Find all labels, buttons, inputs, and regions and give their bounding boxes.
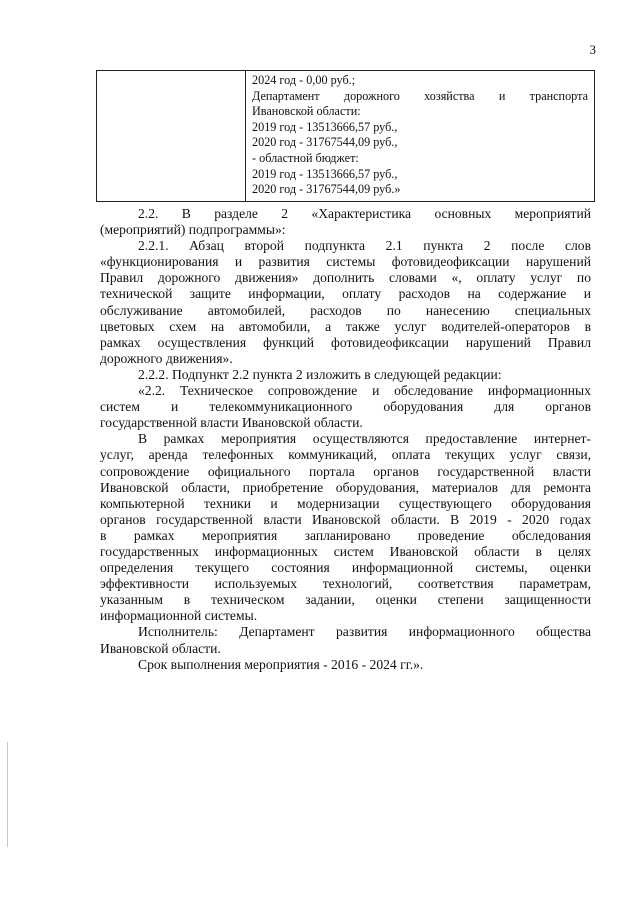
text-line: «функционирования и развития системы фотовидеофиксации нарушений xyxy=(100,254,591,270)
funding-line: 2019 год - 13513666,57 руб., xyxy=(252,119,398,134)
scan-margin-line xyxy=(7,742,8,847)
text-line: Срок выполнения мероприятия - 2016 - 2024 гг.». xyxy=(138,656,424,672)
table-row xyxy=(97,71,595,202)
funding-line: Департамент дорожного хозяйства и транспорта xyxy=(252,88,588,103)
page-number: 3 xyxy=(589,42,596,57)
text-line: Ивановской области. xyxy=(100,640,221,656)
paragraph-2-2-2 xyxy=(100,367,591,383)
budget-table xyxy=(96,70,595,202)
text-line: эффективности используемых технологий, соответствия параметрам, xyxy=(100,576,591,592)
text-line: сопровождение официального портала органов государственной власти xyxy=(100,463,591,479)
text-line: технической защите информации, оплату расходов на содержание и xyxy=(100,286,591,302)
document-body xyxy=(100,206,591,673)
paragraph-section-2-2 xyxy=(100,206,591,238)
funding-line: 2020 год - 31767544,09 руб.» xyxy=(252,182,401,197)
text-line: 2.2. В разделе 2 «Характеристика основных мероприятий xyxy=(138,206,591,221)
text-line: указанным в техническом задании, оценки степени защищенности xyxy=(100,592,591,608)
text-line: определения текущего состояния информационной системы, оценки xyxy=(100,560,591,576)
paragraph-2-2-1 xyxy=(100,238,591,367)
text-line: в рамках мероприятия запланировано проведение обследования xyxy=(100,527,591,543)
funding-line: 2024 год - 0,00 руб.; xyxy=(252,73,356,87)
text-line: «2.2. Техническое сопровождение и обследование информационных xyxy=(138,383,591,399)
funding-line: - областной бюджет: xyxy=(252,150,359,165)
text-line: государственной власти Ивановской области. xyxy=(100,415,363,431)
table-cell-left xyxy=(97,71,246,202)
paragraph-executor xyxy=(100,624,591,656)
text-line: Правил дорожного движения» дополнить словами «, оплату услуг по xyxy=(100,270,591,286)
text-line: (мероприятий) подпрограммы»: xyxy=(100,222,286,238)
paragraph-quoted-2-2 xyxy=(100,383,591,431)
text-line: цветовых схем на автомобили, а также услуг водителей-операторов в xyxy=(100,318,591,334)
text-line: 2.2.1. Абзац второй подпункта 2.1 пункта 2 после слов xyxy=(138,238,591,254)
table-cell-funding xyxy=(246,71,595,202)
text-line: органов государственной власти Ивановской области. В 2019 - 2020 годах xyxy=(100,511,591,527)
paragraph-deadline xyxy=(100,657,591,673)
funding-line: 2020 год - 31767544,09 руб., xyxy=(252,135,398,150)
text-line: Ивановской области, приобретение оборудования, материалов для ремонта xyxy=(100,479,591,495)
text-line: обслуживание автомобилей, расходов по нанесению специальных xyxy=(100,302,591,318)
funding-line: 2019 год - 13513666,57 руб., xyxy=(252,166,398,181)
paragraph-activity-description xyxy=(100,431,591,624)
text-line: систем и телекоммуникационного оборудования для органов xyxy=(100,399,591,415)
text-line: В рамках мероприятия осуществляются предоставление интернет- xyxy=(138,431,591,447)
text-line: Исполнитель: Департамент развития информационного общества xyxy=(138,624,591,640)
text-line: информационной системы. xyxy=(100,608,258,624)
text-line: услуг, аренда телефонных коммуникаций, оплата текущих услуг связи, xyxy=(100,447,591,463)
text-line: дорожного движения». xyxy=(100,350,233,366)
funding-line: Ивановской области: xyxy=(252,104,361,119)
text-line: рамках осуществления функций фотовидеофиксации нарушений Правил xyxy=(100,334,591,350)
text-line: компьютерной техники и модернизации существующего оборудования xyxy=(100,495,591,511)
text-line: 2.2.2. Подпункт 2.2 пункта 2 изложить в следующей редакции: xyxy=(138,366,502,382)
text-line: государственных информационных систем Ивановской области в целях xyxy=(100,543,591,559)
